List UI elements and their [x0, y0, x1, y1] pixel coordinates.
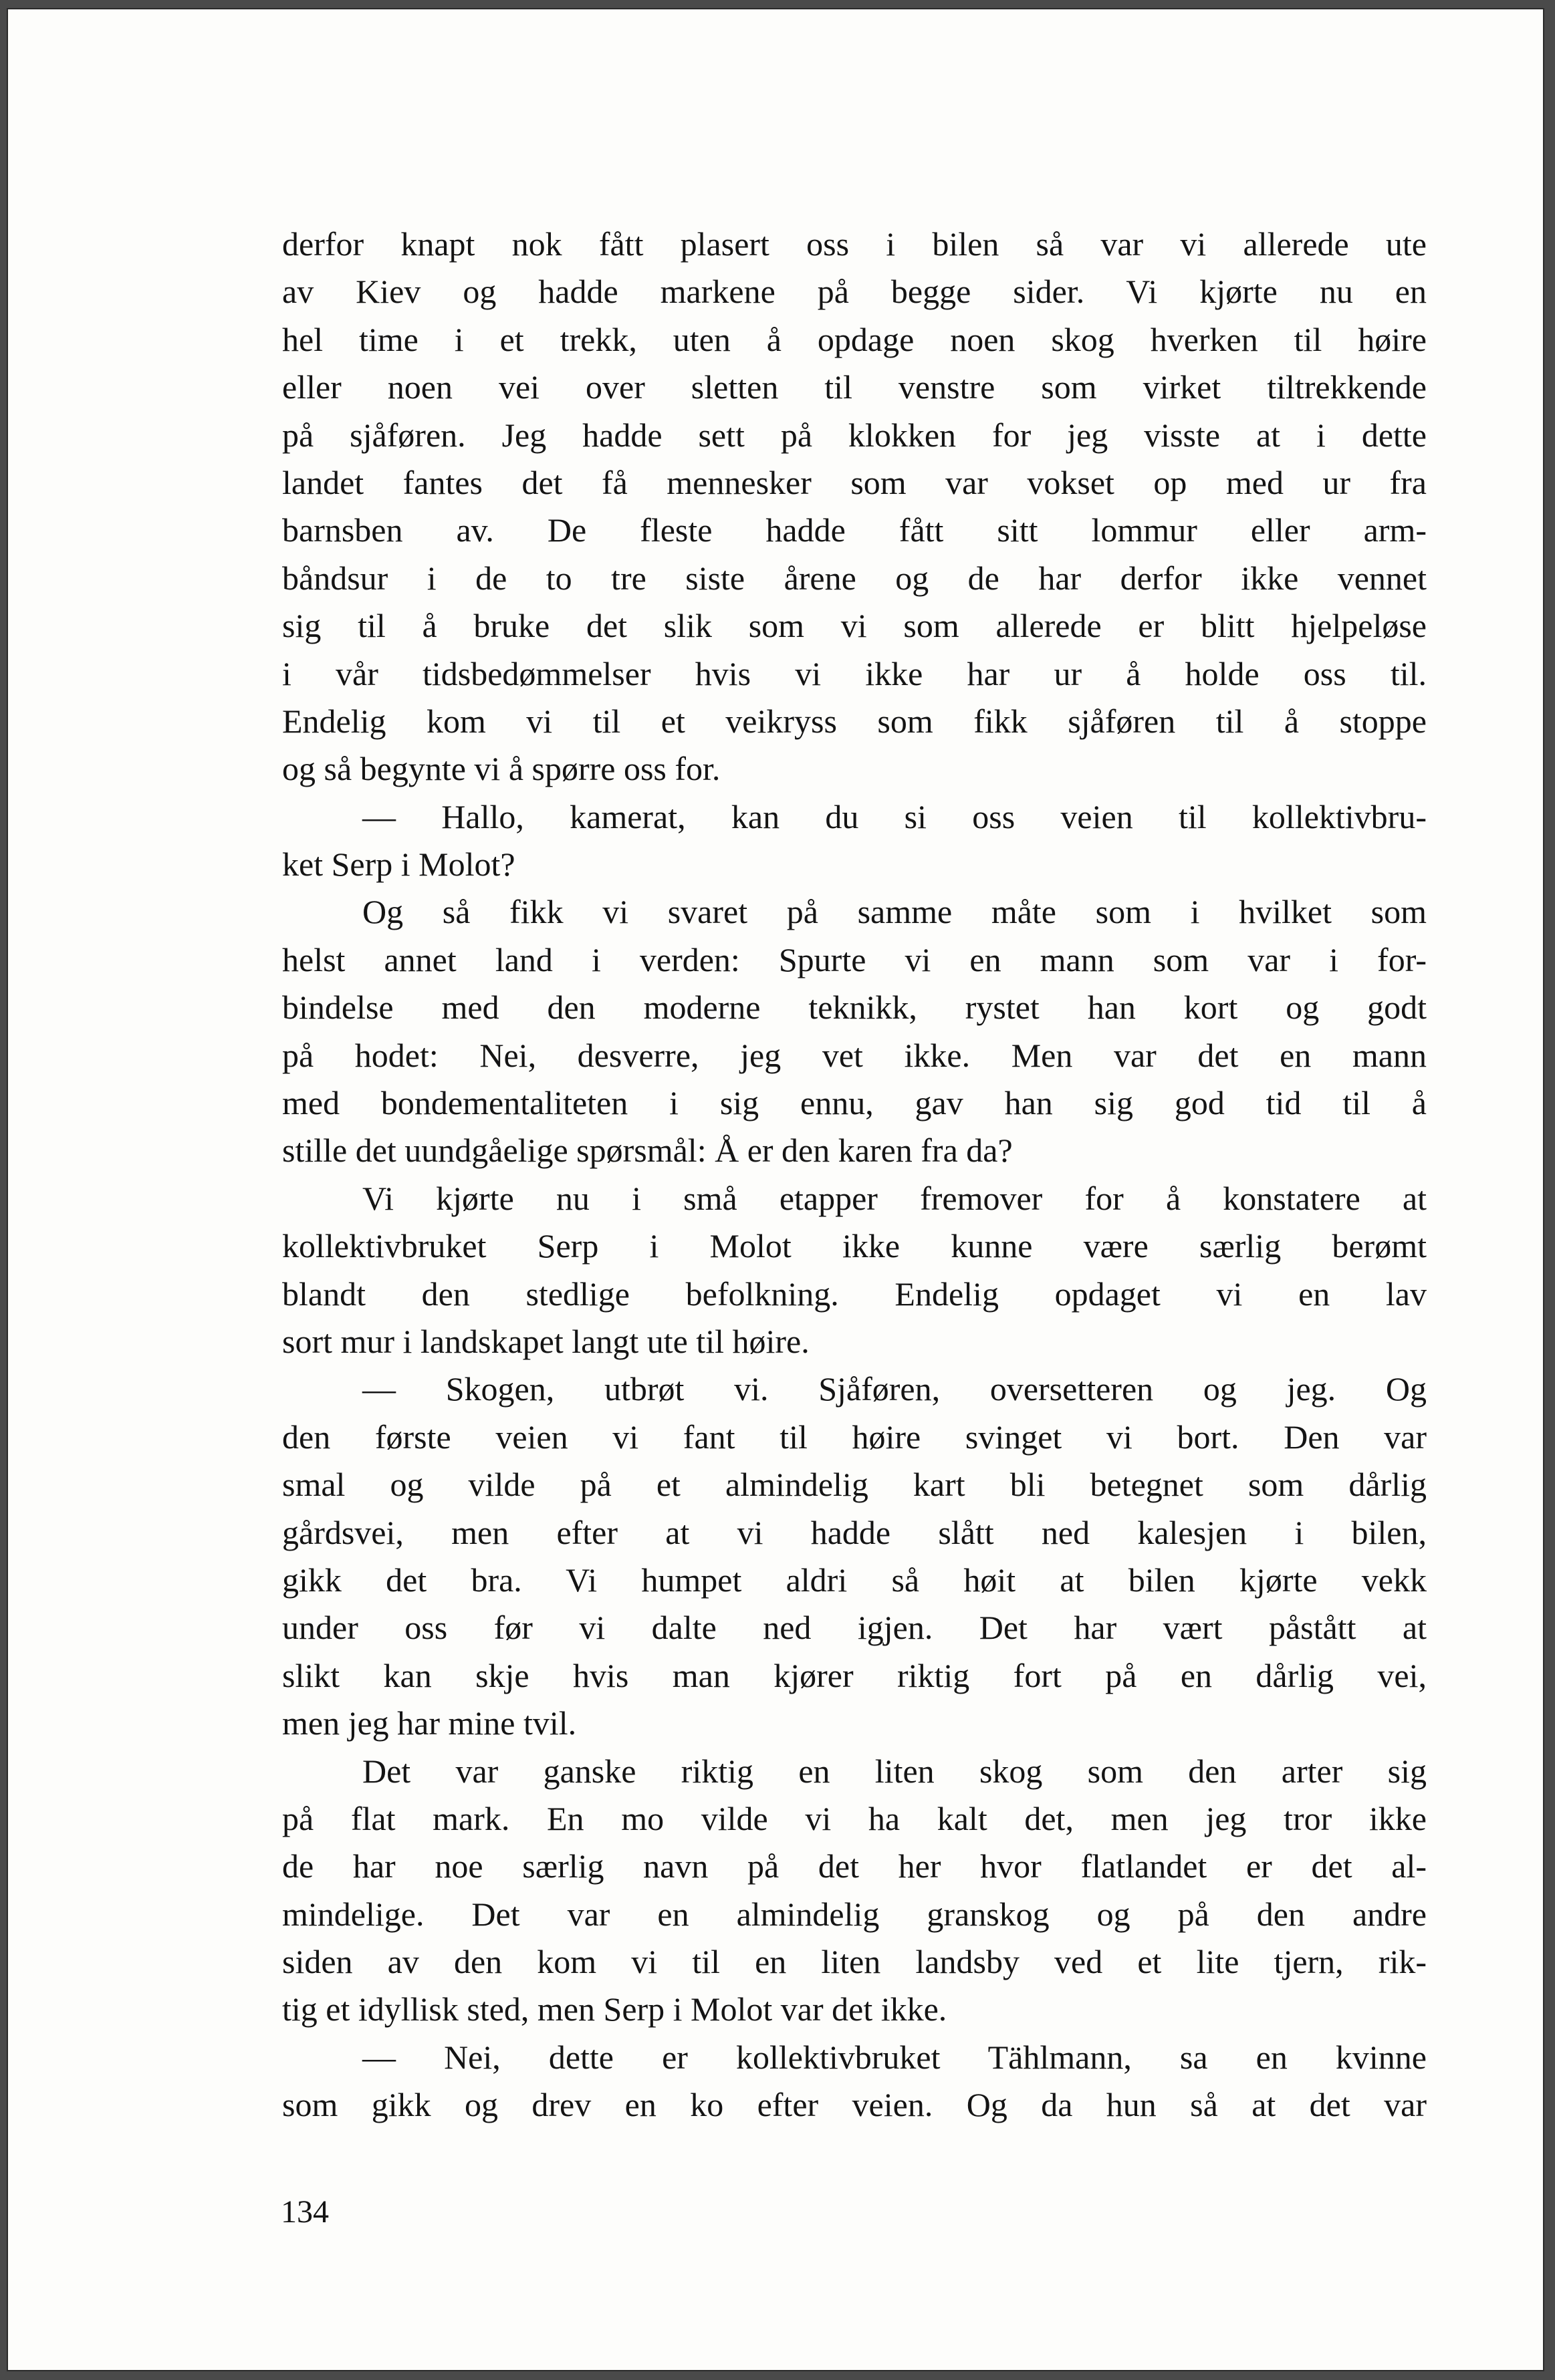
text-line: under oss før vi dalte ned igjen. Det har vært påstått at	[282, 1609, 1427, 1647]
text-line: landet fantes det få mennesker som var vokset op med ur fra	[282, 463, 1427, 501]
text-line: — Nei, dette er kollektivbruket Tählmann, sa en kvinne	[362, 2038, 1427, 2076]
text-line: — Hallo, kamerat, kan du si oss veien til kollektivbru-	[362, 797, 1427, 835]
text-line: ket Serp i Molot?	[282, 845, 515, 884]
text-line: helst annet land i verden: Spurte vi en mann som var i for-	[282, 940, 1427, 978]
text-line: Og så fikk vi svaret på samme måte som i hvilket som	[362, 893, 1427, 931]
text-line: blandt den stedlige befolkning. Endelig opdaget vi en lav	[282, 1275, 1427, 1313]
text-line: på hodet: Nei, desverre, jeg vet ikke. Men var det en mann	[282, 1036, 1427, 1074]
text-line: bindelse med den moderne teknikk, rystet han kort og godt	[282, 988, 1427, 1027]
text-line: på flat mark. En mo vilde vi ha kalt det, men jeg tror ikke	[282, 1799, 1427, 1837]
text-line: av Kiev og hadde markene på begge sider. Vi kjørte nu en	[282, 273, 1427, 311]
text-line: — Skogen, utbrøt vi. Sjåføren, oversetteren og jeg. Og	[362, 1370, 1427, 1408]
text-line: den første veien vi fant til høire svinget vi bort. Den var	[282, 1418, 1427, 1456]
body-text	[282, 221, 1427, 2129]
text-line: båndsur i de to tre siste årene og de har derfor ikke vennet	[282, 559, 1427, 597]
text-line: Endelig kom vi til et veikryss som fikk sjåføren til å stoppe	[282, 702, 1427, 740]
text-line: eller noen vei over sletten til venstre som virket tiltrekkende	[282, 368, 1427, 406]
text-line: mindelige. Det var en almindelig granskog og på den andre	[282, 1895, 1427, 1933]
text-line: og så begynte vi å spørre oss for.	[282, 750, 721, 788]
text-line: tig et idyllisk sted, men Serp i Molot var det ikke.	[282, 1990, 947, 2028]
text-line: derfor knapt nok fått plasert oss i bilen så var vi allerede ute	[282, 225, 1427, 263]
book-page	[7, 8, 1544, 2371]
text-line: slikt kan skje hvis man kjører riktig fort på en dårlig vei,	[282, 1656, 1427, 1694]
text-line: barnsben av. De fleste hadde fått sitt lommur eller arm-	[282, 511, 1427, 549]
text-line: sort mur i landskapet langt ute til høire.	[282, 1322, 810, 1360]
text-line: gårdsvei, men efter at vi hadde slått ned kalesjen i bilen,	[282, 1513, 1427, 1551]
text-line: stille det uundgåelige spørsmål: Å er den karen fra da?	[282, 1132, 1013, 1170]
text-line: kollektivbruket Serp i Molot ikke kunne være særlig berømt	[282, 1227, 1427, 1265]
text-line: Vi kjørte nu i små etapper fremover for å konstatere at	[362, 1179, 1427, 1217]
text-line: hel time i et trekk, uten å opdage noen skog hverken til høire	[282, 320, 1427, 358]
text-line: sig til å bruke det slik som vi som allerede er blitt hjelpeløse	[282, 607, 1427, 645]
text-line: siden av den kom vi til en liten landsby ved et lite tjern, rik-	[282, 1943, 1427, 1981]
text-line: Det var ganske riktig en liten skog som den arter sig	[362, 1752, 1427, 1790]
text-line: men jeg har mine tvil.	[282, 1704, 577, 1742]
text-line: på sjåføren. Jeg hadde sett på klokken for jeg visste at i dette	[282, 416, 1427, 454]
text-line: smal og vilde på et almindelig kart bli betegnet som dårlig	[282, 1466, 1427, 1504]
text-line: gikk det bra. Vi humpet aldri så høit at bilen kjørte vekk	[282, 1561, 1427, 1599]
text-line: som gikk og drev en ko efter veien. Og da hun så at det var	[282, 2086, 1427, 2124]
text-line: i vår tidsbedømmelser hvis vi ikke har ur å holde oss til.	[282, 654, 1427, 692]
text-line: de har noe særlig navn på det her hvor flatlandet er det al-	[282, 1847, 1427, 1885]
page-number: 134	[281, 2194, 329, 2230]
text-line: med bondementaliteten i sig ennu, gav han sig god tid til å	[282, 1084, 1427, 1122]
